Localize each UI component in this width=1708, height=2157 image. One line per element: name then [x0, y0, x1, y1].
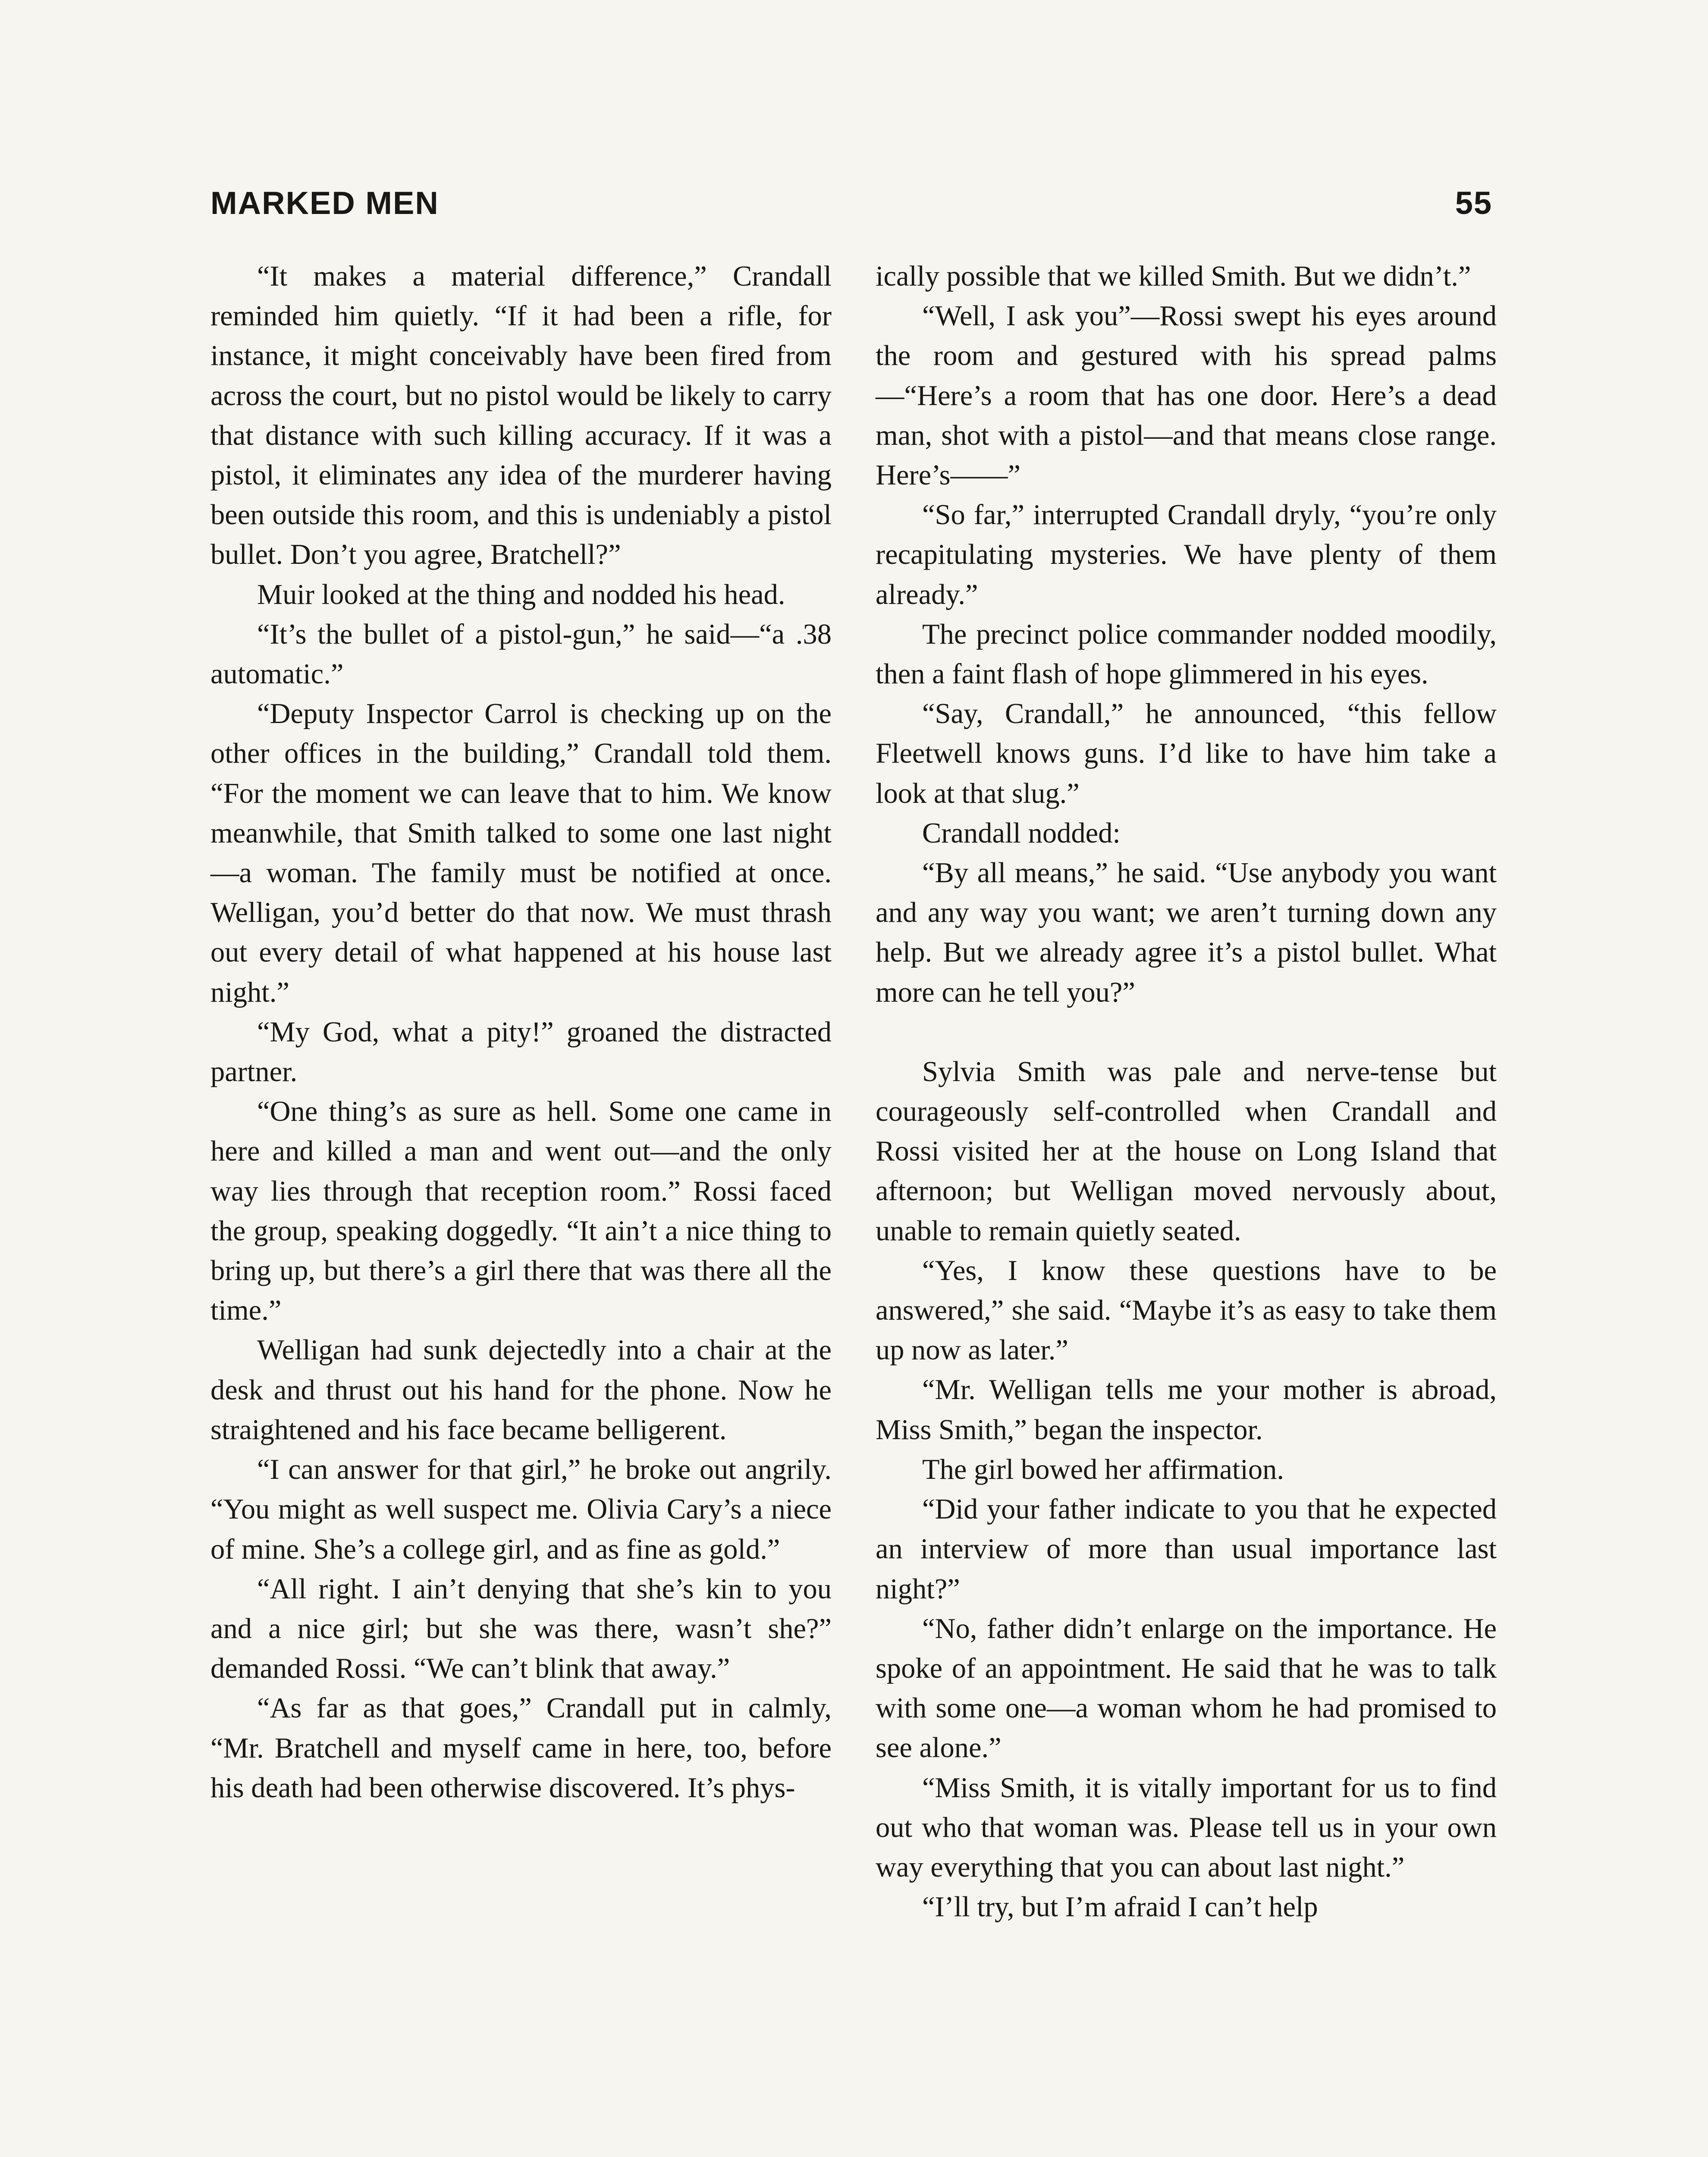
paragraph: The girl bowed her affirmation.	[922, 1453, 1284, 1485]
paragraph: The precinct police commander nodded moodily, then a faint flash of hope glimmered in his eyes.	[876, 618, 1497, 690]
page-number: 55	[1455, 185, 1492, 221]
paragraph: “Yes, I know these questions have to be answered,” she said. “Maybe it’s as easy to take them up now as later.”	[876, 1255, 1497, 1366]
paragraph: “So far,” interrupted Crandall dryly, “you’re only recapitulating mysteries. We have plenty of them already.”	[876, 499, 1497, 610]
paragraph: “One thing’s as sure as hell. Some one came in here and killed a man and went out—and the only way lies through that reception room.” Rossi faced the group, speaking doggedly. “It ain’t a nice thing to bring up, but there’s a girl there that was there all the time.”	[210, 1096, 832, 1327]
paragraph: “It makes a material difference,” Crandall reminded him quietly. “If it had been a rifle, for instance, it might conceivably have been fired from across the court, but no pistol would be likely to carry that distance with such killing accuracy. If it was a pistol, it eliminates any idea of the murderer having been outside this room, and this is undeniably a pistol bullet. Don’t you agree, Bratchell?”	[210, 261, 832, 571]
paragraph: “By all means,” he said. “Use anybody you want and any way you want; we aren’t turning down any help. But we already agree it’s a pistol bullet. What more can he tell you?”	[876, 857, 1497, 1008]
paragraph: “I’ll try, but I’m afraid I can’t help	[922, 1891, 1318, 1923]
paragraph: “Deputy Inspector Carrol is checking up on the other offices in the building,” Crandall told them. “For the moment we can leave that to him. We know meanwhile, that Smith talked to some one last night—a woman. The family must be notified at once. Welligan, you’d better do that now. We must thrash out every detail of what happened at his house last night.”	[210, 698, 832, 1008]
paragraph: “All right. I ain’t denying that she’s kin to you and a nice girl; but she was there, wasn’t she?” demanded Rossi. “We can’t blink that away.”	[210, 1573, 832, 1685]
right-column	[876, 257, 1497, 1927]
paragraph: Crandall nodded:	[922, 817, 1121, 849]
section-break-paragraph: Sylvia Smith was pale and nerve-tense but courageously self-controlled when Crandall and Rossi visited her at the house on Long Island that afternoon; but Welligan moved nervously about, unable to remain quietly seated.	[876, 1056, 1497, 1247]
paragraph: “I can answer for that girl,” he broke out angrily. “You might as well suspect me. Olivia Cary’s a niece of mine. She’s a college girl, and as fine as gold.”	[210, 1454, 832, 1565]
paragraph: “As far as that goes,” Crandall put in calmly, “Mr. Bratchell and myself came in here, too, before his death had been otherwise discovered. It’s phys-	[210, 1692, 832, 1804]
running-title: MARKED MEN	[210, 185, 439, 221]
paragraph: “Did your father indicate to you that he expected an interview of more than usual importance last night?”	[876, 1494, 1497, 1605]
paragraph: “Miss Smith, it is vitally important for us to find out who that woman was. Please tell us in your own way everything that you can about last night.”	[876, 1772, 1497, 1883]
paragraph: “My God, what a pity!” groaned the distracted partner.	[210, 1016, 832, 1088]
paragraph: Welligan had sunk dejectedly into a chair at the desk and thrust out his hand for the phone. Now he straightened and his face became belligerent.	[210, 1334, 832, 1446]
paragraph: “It’s the bullet of a pistol-gun,” he said—“a .38 automatic.”	[210, 618, 832, 690]
running-head	[210, 185, 1492, 232]
paragraph: “No, father didn’t enlarge on the importance. He spoke of an appointment. He said that he was to talk with some one—a woman whom he had promised to see alone.”	[876, 1613, 1497, 1764]
paragraph: “Say, Crandall,” he announced, “this fellow Fleetwell knows guns. I’d like to have him take a look at that slug.”	[876, 698, 1497, 809]
paragraph-continued: ically possible that we killed Smith. But we didn’t.”	[876, 261, 1471, 292]
paragraph: “Well, I ask you”—Rossi swept his eyes around the room and gestured with his spread palms—“Here’s a room that has one door. Here’s a dead man, shot with a pistol—and that means close range. Here’s——”	[876, 300, 1497, 491]
paragraph: Muir looked at the thing and nodded his head.	[257, 579, 785, 610]
paragraph: “Mr. Welligan tells me your mother is abroad, Miss Smith,” began the inspector.	[876, 1374, 1497, 1446]
left-column	[210, 257, 832, 1808]
